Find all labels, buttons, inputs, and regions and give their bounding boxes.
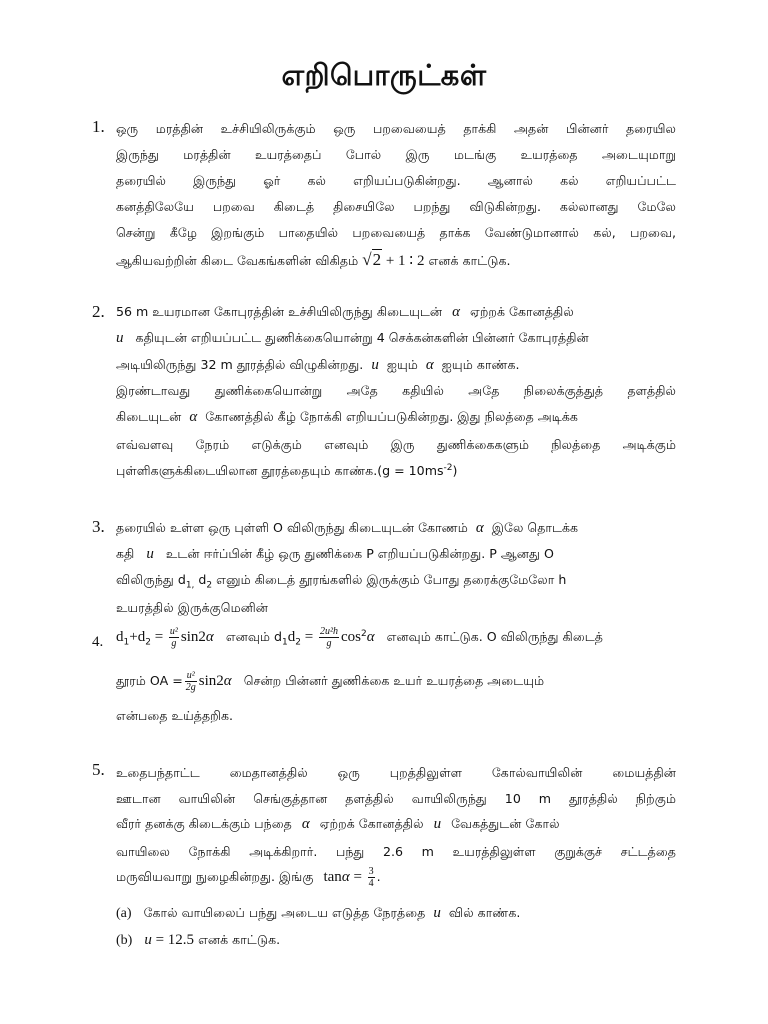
- ratio-expression: + 1 ∶ 2: [382, 253, 425, 269]
- question-3-line-3: விலிருந்து $d_{1,}$ $d_2$ எனும் கிடைத் தூரங்களில் இருக்கும் போது தரைக்குமேலோ h: [116, 572, 567, 591]
- question-2-line-2: u கதியுடன் எறியப்பட்ட துணிக்கையொன்று 4 செக்கன்களின் பின்னர் கோபுரத்தின்: [116, 330, 589, 346]
- u-symbol: u: [371, 357, 379, 373]
- question-4-number: 4.: [92, 634, 104, 650]
- question-1-number: 1.: [92, 117, 105, 136]
- fraction-2u2h-over-g: $\frac{\text{2u²h}}{g}$: [319, 626, 338, 649]
- question-4-line-2: தூரம் OA = $\frac{\text{u²}}{2g}$ sin2α சென்ற பின்னர் துணிக்கை உயர் உயரத்தை அடையும்: [116, 670, 545, 693]
- question-3-line-1: தரையில் உள்ள ஒரு புள்ளி O விலிருந்து கிடையுடன் கோணம் α இலே தொடக்க: [116, 520, 579, 536]
- u-symbol: u: [146, 546, 154, 562]
- alpha-symbol: α: [425, 357, 434, 373]
- question-2-line-5: கிடையுடன் α கோணத்தில் கீழ் நோக்கி எறியப்படுகின்றது. இது நிலத்தை அடிக்க: [116, 409, 578, 425]
- question-1-line-2: இருந்து மரத்தின் உயரத்தைப் போல் இரு மடங்கு உயரத்தை அடையுமாறு: [116, 147, 676, 162]
- question-2-line-1: 56 m உயரமான கோபுரத்தின் உச்சியிலிருந்து கிடையுடன் α ஏற்றக் கோனத்தில்: [116, 304, 574, 320]
- u-symbol: u: [116, 330, 124, 346]
- u-symbol: u: [433, 905, 441, 921]
- page-title: எறிபொருட்கள்: [281, 58, 487, 92]
- question-5-part-b: (b) u = 12.5 எனக் காட்டுக.: [116, 932, 281, 948]
- question-2-number: 2.: [92, 302, 105, 321]
- question-5-line-3: வீரர் தனக்கு கிடைக்கும் பந்தை α ஏற்றக் கோனத்தில் u வேகத்துடன் கோல்: [116, 816, 560, 832]
- question-2-line-6: எவ்வளவு நேரம் எடுக்கும் எனவும் இரு துணிக்கைகளும் நிலத்தை அடிக்கும்: [116, 437, 676, 452]
- question-4-line-3: என்பதை உய்த்தறிக.: [116, 708, 234, 723]
- question-1-line-5: சென்று கீழே இறங்கும் பாதையில் பறவையைத் தாக்க வேண்டுமானால் கல், பறவை,: [116, 225, 676, 240]
- question-2-line-7: புள்ளிகளுக்கிடையிலான தூரத்தையும் காண்க.(g = $10ms^{-2}$): [116, 463, 458, 479]
- question-1-line-1: ஒரு மரத்தின் உச்சியிலிருக்கும் ஒரு பறவையைத் தாக்கி அதன் பின்னர் தரையில: [116, 121, 676, 136]
- question-2-line-3: அடியிலிருந்து 32 m தூரத்தில் விழுகின்றது. u ஐயும் α ஐயும் காண்க.: [116, 357, 520, 373]
- question-2-line-4: இரண்டாவது துணிக்கையொன்று அதே கதியில் அதே நிலைக்குத்துத் தளத்தில்: [116, 383, 676, 398]
- question-5-part-a: (a) கோல் வாயிலைப் பந்து அடைய எடுத்த நேரத்தை u வில் காண்க.: [116, 905, 521, 921]
- question-5-number: 5.: [92, 760, 105, 779]
- alpha-symbol: α: [452, 304, 461, 320]
- alpha-symbol: α: [475, 520, 484, 536]
- fraction-u2-over-g: $\frac{\text{u²}}{g}$: [169, 626, 178, 649]
- u-symbol: u: [144, 932, 152, 948]
- alpha-symbol: α: [301, 816, 310, 832]
- fraction-u2-over-2g: $\frac{\text{u²}}{2g}$: [185, 670, 196, 693]
- question-4-line-1: $d_1+d_2$ = $\frac{\text{u²}}{g}$ sin2α எனவும் $d_1d_2$ = $\frac{\text{2u²h}}{g}$ $\cos^2\alpha$ எனவும் காட்டுக. O விலிருந்து கிடைத்: [116, 626, 604, 649]
- question-1-line-6-end: எனக் காட்டுக.: [428, 253, 511, 268]
- question-1-line-4: கனத்திலேயே பறவை கிடைத் திசையிலே பறந்து விடுகின்றது. கல்லானது மேலே: [116, 199, 676, 214]
- question-5-line-5: மருவியவாறு நுழைகின்றது. இங்கு tanα = $\frac{3}{4}$ .: [116, 866, 381, 889]
- question-5-line-2: ஊடான வாயிலின் செங்குத்தான தளத்தில் வாயிலிருந்து 10 m தூரத்தில் நிற்கும்: [116, 791, 676, 806]
- u-symbol: u: [433, 816, 442, 832]
- question-5-line-4: வாயிலை நோக்கி அடிக்கிறார். பந்து 2.6 m உயரத்திலுள்ள குறுக்குச் சட்டத்தை: [116, 844, 676, 859]
- question-5-line-1: உதைபந்தாட்ட மைதானத்தில் ஒரு புறத்திலுள்ள கோல்வாயிலின் மையத்தின்: [116, 765, 676, 780]
- question-1-line-6: [116, 250, 511, 270]
- question-3-line-2: கதி u உடன் ஈர்ப்பின் கீழ் ஒரு துணிக்கை P எறியப்படுகின்றது. P ஆனது O: [116, 546, 554, 562]
- alpha-symbol: α: [189, 409, 198, 425]
- sqrt-expression: √2: [362, 250, 382, 269]
- fraction-3-over-4: $\frac{3}{4}$: [368, 866, 374, 889]
- question-3-line-4: உயரத்தில் இருக்குமெனின்: [116, 600, 269, 615]
- question-3-number: 3.: [92, 517, 105, 536]
- question-1-line-6-text: ஆகியவற்றின் கிடை வேகங்களின் விகிதம்: [116, 253, 363, 268]
- question-1-line-3: தரையில் இருந்து ஓர் கல் எறியப்படுகின்றது. ஆனால் கல் எறியப்பட்ட: [116, 173, 676, 188]
